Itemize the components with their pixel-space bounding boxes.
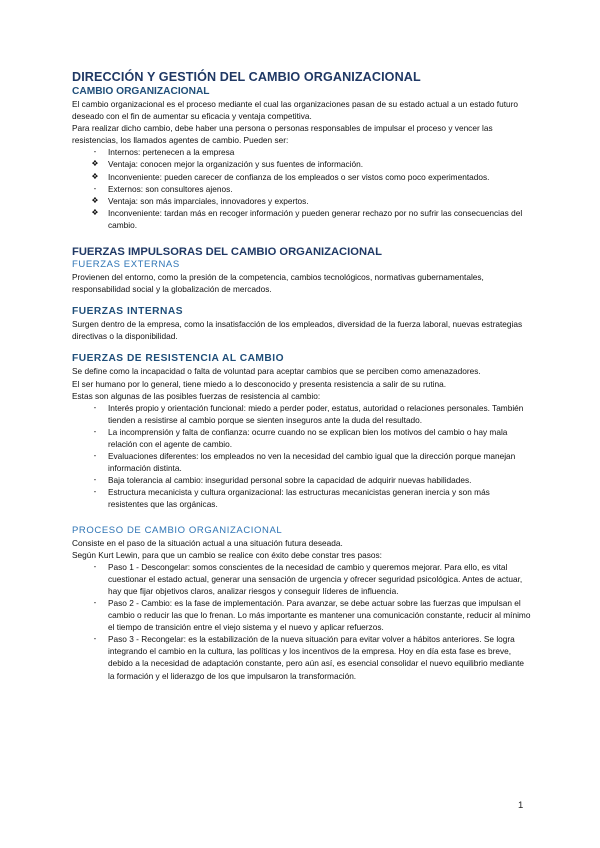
bullet-marker: -: [93, 183, 97, 193]
bullet-marker: -: [93, 487, 97, 497]
list-item-text: Inconveniente: tardan más en recoger información y pueden generar rechazo por no sufrir las consecuencias del cambio.: [108, 207, 523, 230]
paragraph: Provienen del entorno, como la presión de la competencia, cambios tecnológicos, normativas gubernamentales, responsabilidad social y la globalización de mercados.: [72, 272, 484, 295]
list-item: [72, 426, 532, 450]
agentes-list: [72, 146, 532, 231]
subheading-fuerzas-internas: FUERZAS INTERNAS: [72, 306, 184, 318]
list-item: [72, 474, 532, 486]
paragraph: Estas son algunas de las posibles fuerzas de resistencia al cambio:: [72, 390, 321, 401]
subheading-fuerzas-externas: FUERZAS EXTERNAS: [72, 259, 180, 271]
list-item-text: Estructura mecanicista y cultura organizacional: las estructuras mecanicistas generan inercia y son más resistentes que las orgánicas.: [108, 487, 490, 510]
bullet-marker: ❖: [91, 207, 99, 217]
list-item: [72, 207, 532, 231]
list-item-text: Baja tolerancia al cambio: inseguridad personal sobre la capacidad de adquirir nuevas habilidades.: [108, 475, 472, 486]
list-item: [72, 146, 532, 158]
bullet-marker: -: [93, 634, 97, 644]
list-item-text: Internos: pertenecen a la empresa: [108, 147, 235, 158]
paragraph: El cambio organizacional es el proceso mediante el cual las organizaciones pasan de su estado actual a un estado futuro deseado con el fin de aumentar su eficacia y ventaja competitiva.: [72, 99, 519, 122]
list-item: [72, 486, 532, 510]
paragraph: Consiste en el paso de la situación actual a una situación futura deseada.: [72, 537, 343, 548]
list-item-text: Ventaja: conocen mejor la organización y sus fuentes de información.: [108, 159, 364, 170]
list-item-text: Externos: son consultores ajenos.: [108, 183, 233, 194]
page-number: 1: [518, 800, 524, 811]
list-item-text: Ventaja: son más imparciales, innovadores y expertos.: [108, 195, 309, 206]
bullet-marker: -: [93, 475, 97, 485]
resistencia-list: [72, 402, 532, 511]
list-item-text: Paso 2 - Cambio: es la fase de implementación. Para avanzar, se debe actuar sobre las fuerzas que impulsan el cambio o reducir las que lo frenan. Lo más importante es mantener una comunicación constante, reducir al mínimo el tiempo de transición entre el viejo sistema y el nuevo y aplicar refuerzos.: [108, 598, 531, 633]
paragraph: Para realizar dicho cambio, debe haber una persona o personas responsables de impulsar el proceso y vencer las resistencias, los llamados agentes de cambio. Pueden ser:: [72, 123, 493, 146]
list-item: [72, 561, 532, 597]
paragraph: Según Kurt Lewin, para que un cambio se realice con éxito debe constar tres pasos:: [72, 549, 382, 560]
list-item: [72, 402, 532, 426]
bullet-marker: ❖: [91, 195, 99, 205]
document-title: DIRECCIÓN Y GESTIÓN DEL CAMBIO ORGANIZACIONAL: [72, 70, 421, 84]
bullet-marker: -: [93, 426, 97, 436]
list-item-text: Paso 1 - Descongelar: somos conscientes de la necesidad de cambio y queremos mejorar. Para ello, es vital cuestionar el estado actual, generar una sensación de urgencia y ofrecer seguridad psicológica. Antes de actuar, hay que fijar objetivos claros, analizar riesgos y conseguir líderes de influencia.: [108, 561, 523, 596]
paragraph: El ser humano por lo general, tiene miedo a lo desconocido y presenta resistencia a salir de su rutina.: [72, 378, 447, 389]
page-content: [72, 70, 532, 682]
list-item: [72, 597, 532, 633]
paragraph: Surgen dentro de la empresa, como la insatisfacción de los empleados, diversidad de la fuerza laboral, nuevas estrategias directivas o la disponibilidad.: [72, 319, 523, 342]
list-item: [72, 158, 532, 170]
section-heading-cambio-organizacional: CAMBIO ORGANIZACIONAL: [72, 86, 210, 97]
list-item: [72, 183, 532, 195]
proceso-list: [72, 561, 532, 682]
bullet-marker: ❖: [91, 159, 99, 169]
list-item-text: Evaluaciones diferentes: los empleados no ven la necesidad del cambio igual que la dirección porque manejan información distinta.: [108, 451, 516, 474]
paragraph: Se define como la incapacidad o falta de voluntad para aceptar cambios que se perciben como amenazadores.: [72, 366, 481, 377]
bullet-marker: -: [93, 451, 97, 461]
section-heading-resistencia: FUERZAS DE RESISTENCIA AL CAMBIO: [72, 353, 285, 365]
list-item-text: Inconveniente: pueden carecer de confianza de los empleados o ser vistos como poco experimentados.: [108, 171, 490, 182]
section-heading-fuerzas-impulsoras: FUERZAS IMPULSORAS DEL CAMBIO ORGANIZACIONAL: [72, 246, 382, 259]
bullet-marker: -: [93, 147, 97, 157]
bullet-marker: -: [93, 402, 97, 412]
list-item-text: Interés propio y orientación funcional: miedo a perder poder, estatus, autoridad o relaciones personales. También tienden a resistirse al cambio porque se sienten inseguros ante la duda del resultado.: [108, 402, 524, 425]
bullet-marker: -: [93, 561, 97, 571]
list-item: [72, 633, 532, 681]
list-item: [72, 450, 532, 474]
list-item: [72, 171, 532, 183]
list-item: [72, 195, 532, 207]
list-item-text: La incomprensión y falta de confianza: ocurre cuando no se explican bien los motivos del cambio o hay mala relación con el agente de cambio.: [108, 426, 508, 449]
bullet-marker: ❖: [91, 171, 99, 181]
list-item-text: Paso 3 - Recongelar: es la estabilización de la nueva situación para evitar volver a hábitos anteriores. Se logra integrando el cambio en la cultura, las políticas y los incentivos de la empresa. Hoy en día esta fase es breve, debido a la necesidad de adaptación constante, pero aún así, es esencial consolidar el nuevo equilibrio mediante la formación y el liderazgo de los que impulsaron la transformación.: [108, 634, 525, 681]
section-heading-proceso: PROCESO DE CAMBIO ORGANIZACIONAL: [72, 524, 283, 536]
bullet-marker: -: [93, 598, 97, 607]
